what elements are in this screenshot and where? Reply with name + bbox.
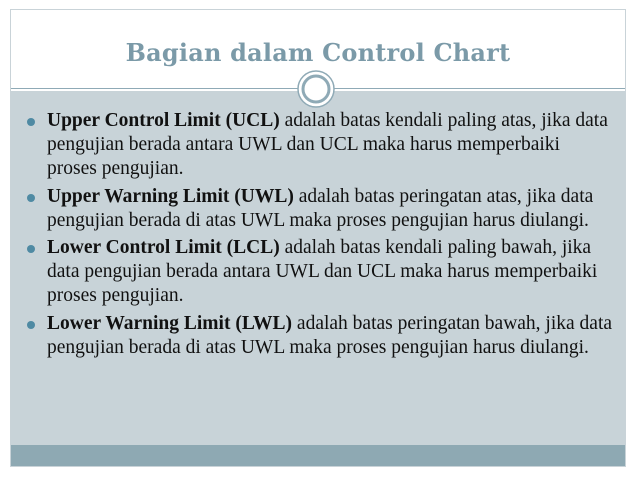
round-bullet-icon [27,194,35,202]
double-circle-ornament-icon [297,70,335,108]
bullet-term: Upper Control Limit (UCL) [47,110,280,131]
bullet-text: adalah batas kendali paling atas, jika data pengujian berada antara UWL dan UCL maka harus memperbaiki proses pengujian. [47,110,608,180]
bullet-item-uwl [24,185,614,233]
footer-band [11,445,625,466]
round-bullet-icon [27,321,35,329]
bullet-item-lwl [24,312,614,360]
bullet-text: adalah batas kendali paling bawah, jika data pengujian berada antara UWL dan UCL maka harus memperbaiki proses pengujian. [47,237,598,307]
bullet-text: adalah batas peringatan bawah, jika data pengujian berada di atas UWL maka proses pengujian harus diulangi. [47,312,613,358]
bullet-term: Lower Control Limit (LCL) [47,237,280,259]
bullet-term: Lower Warning Limit (LWL) [47,312,293,334]
bullet-term: Upper Warning Limit (UWL) [47,185,294,207]
round-bullet-icon [27,118,35,126]
round-bullet-icon [27,245,35,253]
bullet-text: adalah batas peringatan atas, jika data pengujian berada di atas UWL maka proses pengujian harus diulangi. [47,185,594,231]
bullet-list [24,109,614,363]
bullet-item-ucl [24,109,614,182]
slide-title: Bagian dalam Control Chart [125,38,511,67]
bullet-item-lcl [24,236,614,309]
